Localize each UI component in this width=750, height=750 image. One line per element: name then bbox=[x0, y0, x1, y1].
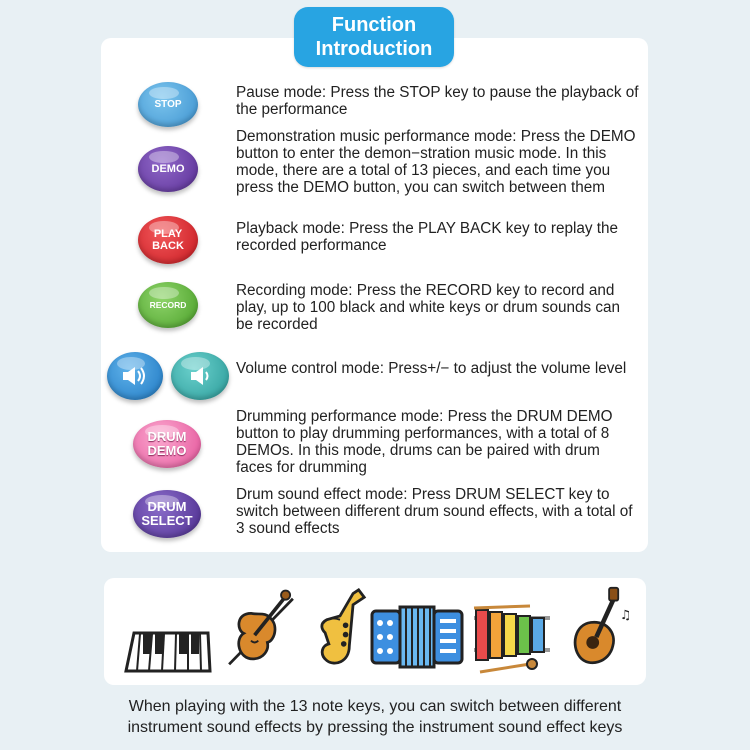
drum-demo-button[interactable]: DRUM DEMO bbox=[133, 420, 201, 468]
drum-select-mode-description: Drum sound effect mode: Press DRUM SELECT key to switch between different drum sound effects, with a total of 3 sound effects bbox=[236, 486, 633, 537]
title-line-2: Introduction bbox=[315, 38, 433, 60]
footer-caption-line-2: instrument sound effects by pressing the instrument sound effect keys bbox=[127, 719, 623, 736]
play-back-button[interactable]: PLAY BACK bbox=[138, 216, 198, 264]
volume-down-button[interactable] bbox=[171, 352, 229, 400]
function-introduction-title bbox=[294, 7, 454, 67]
volume-mode-description: Volume control mode: Press+/− to adjust the volume level bbox=[236, 360, 627, 377]
mode-row-drum-demo bbox=[101, 408, 648, 478]
mode-row-demo bbox=[101, 126, 648, 208]
stop-button[interactable]: STOP bbox=[138, 82, 198, 127]
piano-keys-icon[interactable] bbox=[124, 612, 212, 694]
volume-up-button[interactable] bbox=[107, 352, 163, 400]
xylophone-icon[interactable] bbox=[470, 600, 554, 682]
title-line-1: Function bbox=[331, 14, 417, 36]
volume-down-icon bbox=[189, 366, 211, 386]
mode-row-stop bbox=[101, 78, 648, 128]
accordion-icon[interactable] bbox=[368, 596, 468, 678]
demo-button[interactable]: DEMO bbox=[138, 146, 198, 192]
mode-row-drum-select bbox=[101, 484, 648, 539]
record-button[interactable]: RECORD bbox=[138, 282, 198, 328]
record-mode-description: Recording mode: Press the RECORD key to record and play, up to 100 black and white keys or drum sounds can be recorded bbox=[236, 282, 621, 333]
mode-row-record bbox=[101, 280, 648, 340]
drum-select-button[interactable]: DRUM SELECT bbox=[133, 490, 201, 538]
saxophone-icon[interactable] bbox=[310, 588, 370, 670]
svg-text:♫: ♫ bbox=[620, 607, 632, 623]
mode-row-playback bbox=[101, 216, 648, 266]
stop-mode-description: Pause mode: Press the STOP key to pause the playback of the performance bbox=[236, 84, 639, 118]
mode-row-volume bbox=[101, 352, 648, 404]
violin-icon[interactable] bbox=[220, 586, 302, 668]
footer-caption-line-1: When playing with the 13 note keys, you can switch between different bbox=[128, 698, 622, 715]
demo-mode-description: Demonstration music performance mode: Press the DEMO button to enter the demon−stration music mode. In this mode, there are a total of 13 pieces, and each time you press the DEMO button, you can switch between them bbox=[236, 128, 636, 196]
volume-up-icon bbox=[122, 366, 148, 386]
drum-demo-mode-description: Drumming performance mode: Press the DRUM DEMO button to play drumming performances, with a total of 8 DEMOs. In this mode, drums can be paired with drum faces for drumming bbox=[236, 408, 613, 476]
function-panel bbox=[101, 38, 648, 552]
instrument-panel bbox=[104, 578, 646, 685]
playback-mode-description: Playback mode: Press the PLAY BACK key to replay the recorded performance bbox=[236, 220, 619, 254]
mandolin-icon[interactable] bbox=[560, 586, 640, 668]
